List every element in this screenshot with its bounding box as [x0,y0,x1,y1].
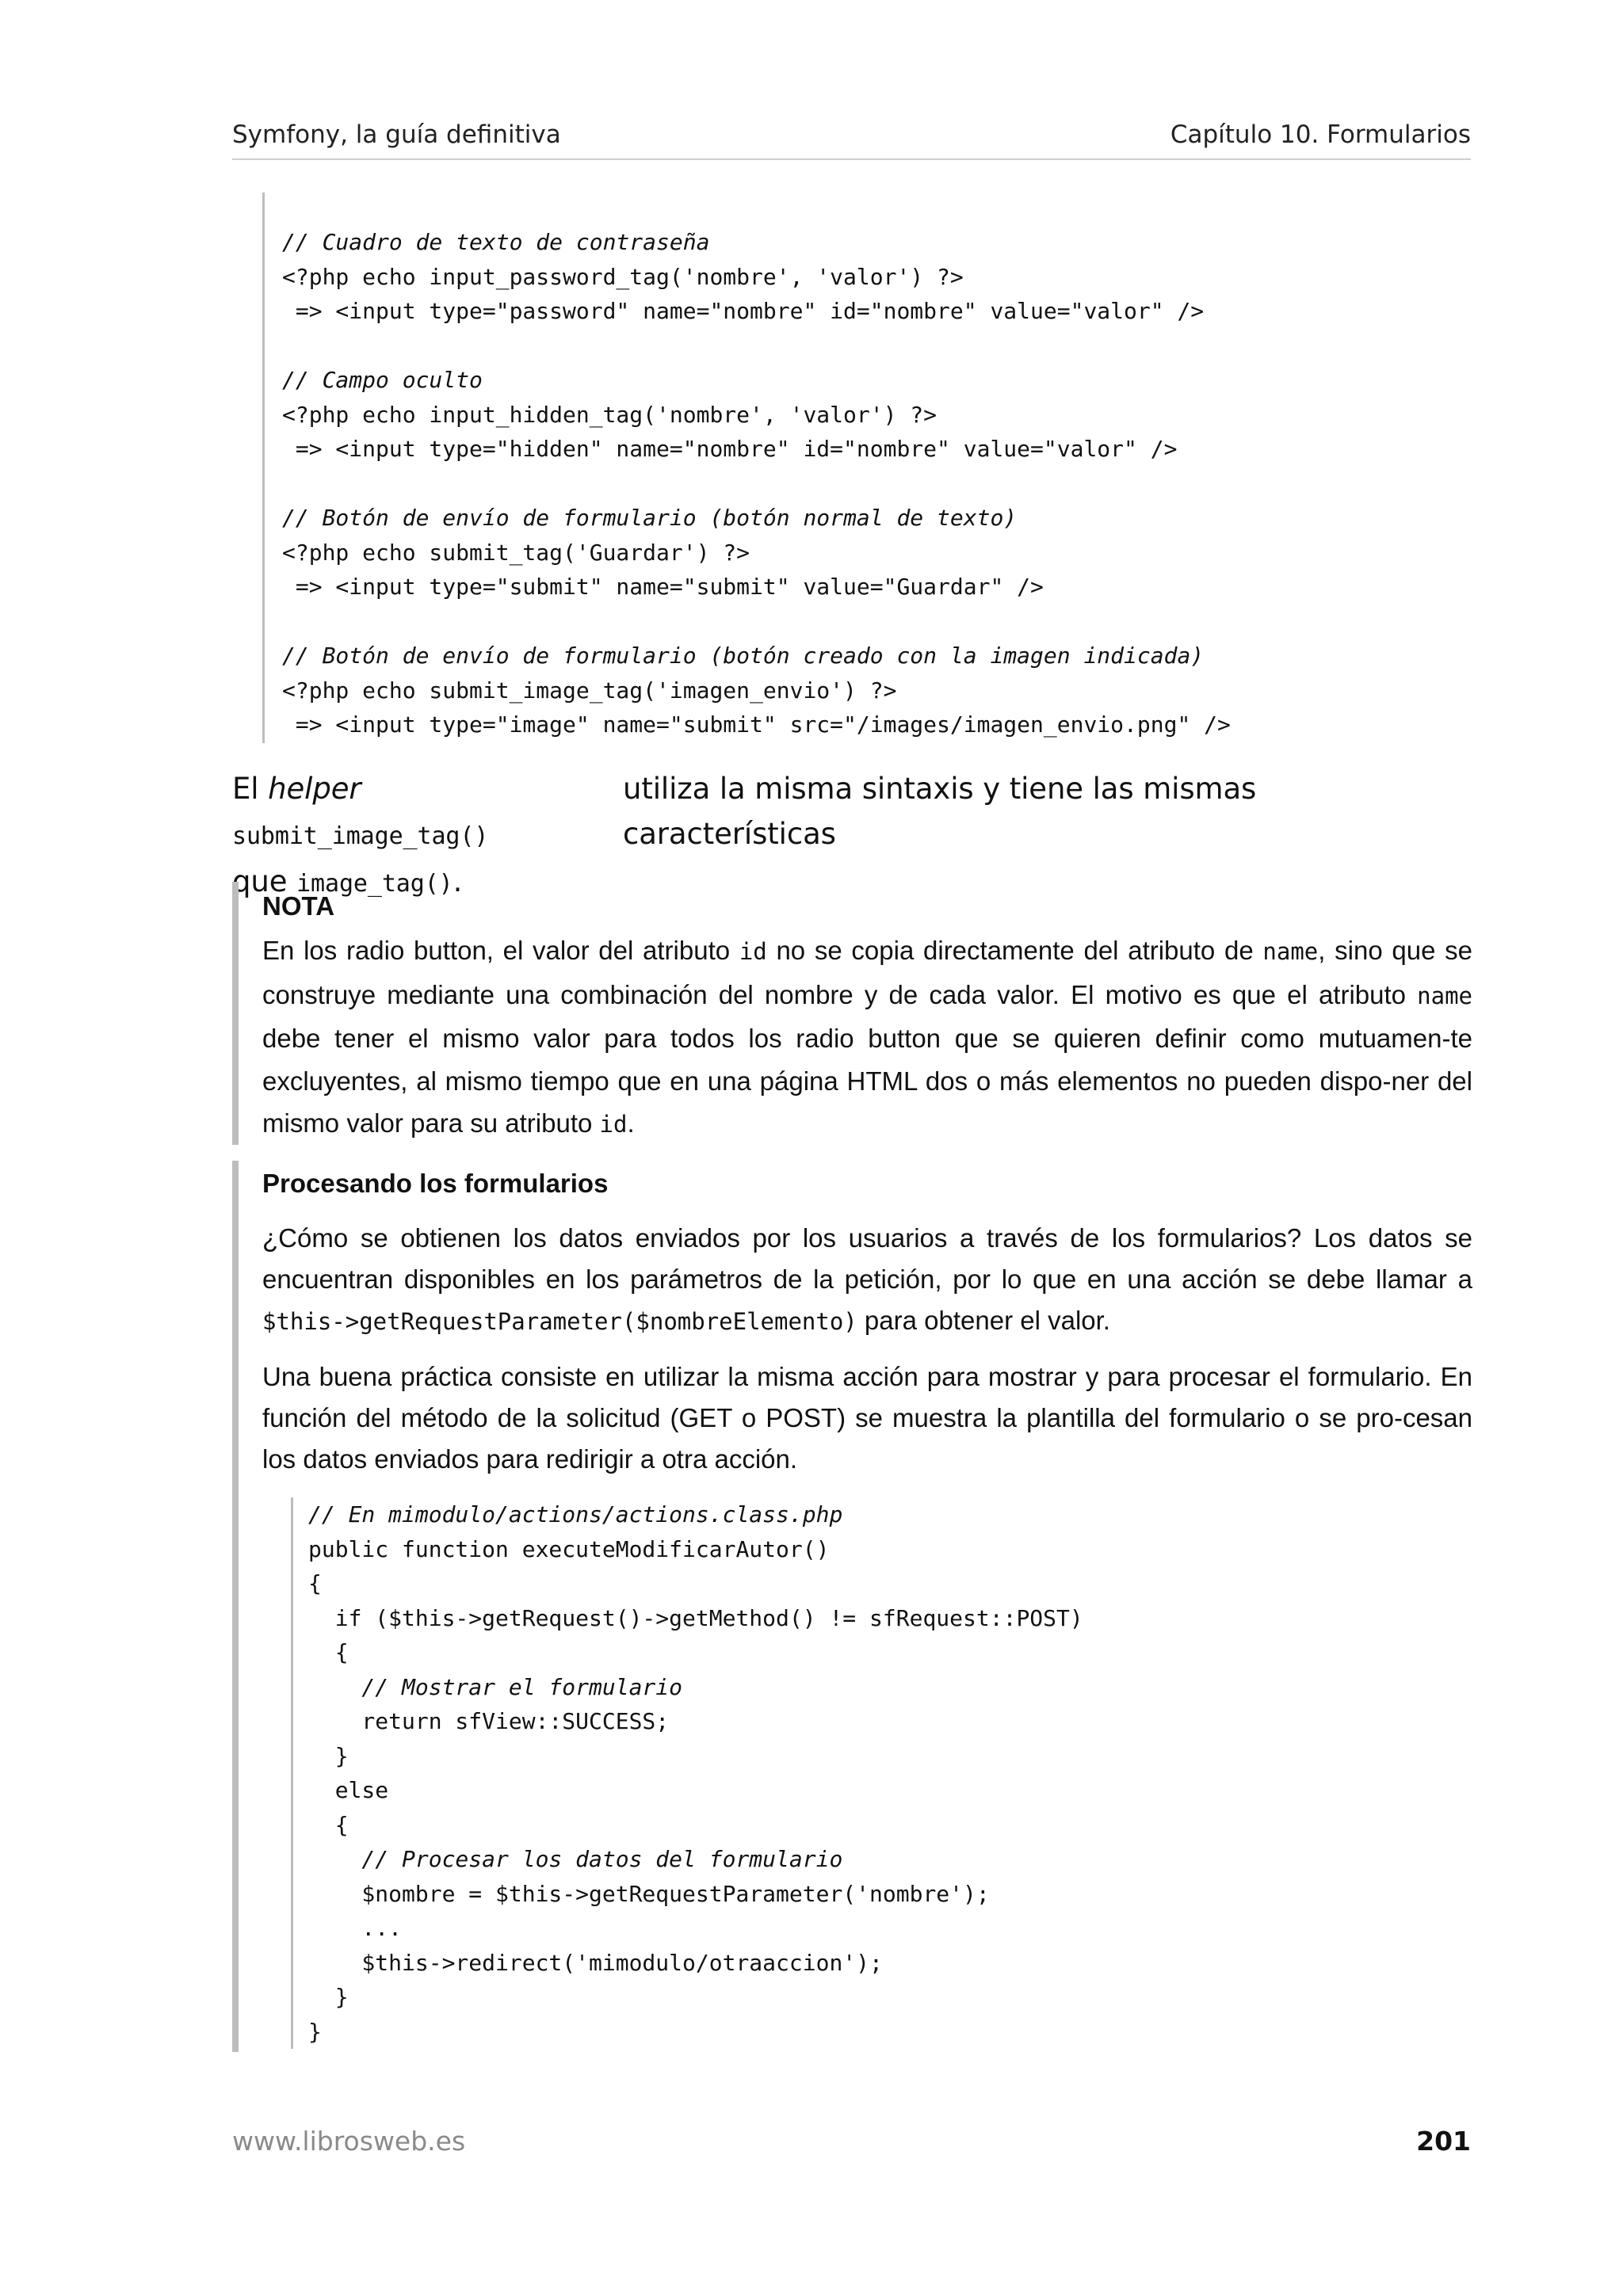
code-block-2-content [308,1497,1400,2049]
code-line: public function executeModificarAutor() [308,1535,830,1562]
code-line: <?php echo input_hidden_tag('nombre', 'valor') ?> [282,401,938,428]
code-line: ... [308,1915,403,1941]
section-paragraph-2: Una buena práctica consiste en utilizar la misma acción para mostrar y para procesar el formulario. En función del método de la solicitud (GET o POST) se muestra la plantilla del formulario o se pro-cesan los datos enviados para redirigir a otra acción. [262,1362,1472,1474]
code-line: // En mimodulo/actions/actions.class.php [308,1501,843,1527]
code-line: $this->redirect('mimodulo/otraaccion'); [308,1949,883,1976]
code-line: => <input type="image" name="submit" src="/images/imagen_envio.png" /> [282,711,1231,738]
paragraph-line-1: El helper submit_image_tag() utiliza la misma sintaxis y tiene las mismas características [232,772,1257,851]
note-title: NOTA [262,891,335,921]
code-line: => <input type="hidden" name="nombre" id="nombre" value="valor" /> [282,436,1178,462]
code-line: } [308,1742,349,1769]
code-block-action [291,1497,1400,2049]
code-line: <?php echo input_password_tag('nombre', 'valor') ?> [282,263,964,290]
code-line: { [308,1811,349,1838]
helper-term: helper [268,772,361,806]
code-line: // Botón de envío de formulario (botón creado con la imagen indicada) [282,643,1205,669]
section-paragraph-1: ¿Cómo se obtienen los datos enviados por los usuarios a través de los formularios? Los datos se encuentran disponibles en los parámetros de la petición, por lo que en una acción se debe llamar a $this->getRequestParameter($nombreElemento) para obtener el valor. [262,1223,1472,1335]
code-block-form-tags [262,193,1451,743]
code-line: => <input type="submit" name="submit" value="Guardar" /> [282,574,1044,600]
note-text: En los radio button, el valor del atributo id no se copia directamente del atributo de name, sino que se construye mediante una combinación del nombre y de cada valor. El motivo es que el atributo name debe tener el mismo valor para todos los radio button que se quieren definir como mutuamen-te excluyentes, al mismo tiempo que en una página HTML dos o más elementos no pueden dispo-ner del mismo valor para su atributo id. [262,936,1473,1138]
code-line: } [308,1984,349,2010]
code-line: // Procesar los datos del formulario [308,1846,843,1872]
book-title: Symfony, la guía definitiva [232,120,561,149]
section-title: Procesando los formularios [262,1169,609,1198]
inline-code-get-request-parameter: $this->getRequestParameter($nombreElemento) [262,1308,857,1335]
code-line: $nombre = $this->getRequestParameter('nombre'); [308,1880,990,1907]
code-line: return sfView::SUCCESS; [308,1708,670,1734]
page-number: 201 [1416,2126,1471,2157]
section-processing-forms [232,1161,1471,2052]
code-line: } [308,2018,322,2045]
code-line: => <input type="password" name="nombre" id="nombre" value="valor" /> [282,298,1205,324]
page-header [232,119,1471,160]
code-line: // Mostrar el formulario [308,1673,683,1700]
code-line: // Cuadro de texto de contraseña [282,229,710,255]
footer-website: www.librosweb.es [232,2126,466,2157]
code-line: <?php echo submit_tag('Guardar') ?> [282,539,750,566]
inline-code-submit-image-tag: submit_image_tag() [232,822,489,850]
code-line: <?php echo submit_image_tag('imagen_envio') ?> [282,677,897,704]
note-box [232,882,1471,1145]
code-line: { [308,1570,322,1596]
code-line: if ($this->getRequest()->getMethod() != sfRequest::POST) [308,1604,1083,1631]
inline-code-image-tag: image_tag() [296,870,453,898]
code-line: { [308,1639,349,1665]
code-line: // Campo oculto [282,367,483,393]
code-line: else [308,1777,389,1803]
paragraph-line-2: que image_tag(). [232,864,463,898]
code-block-1-content [282,225,1451,742]
code-line: // Botón de envío de formulario (botón normal de texto) [282,505,1018,531]
chapter-title: Capítulo 10. Formularios [1170,120,1471,149]
